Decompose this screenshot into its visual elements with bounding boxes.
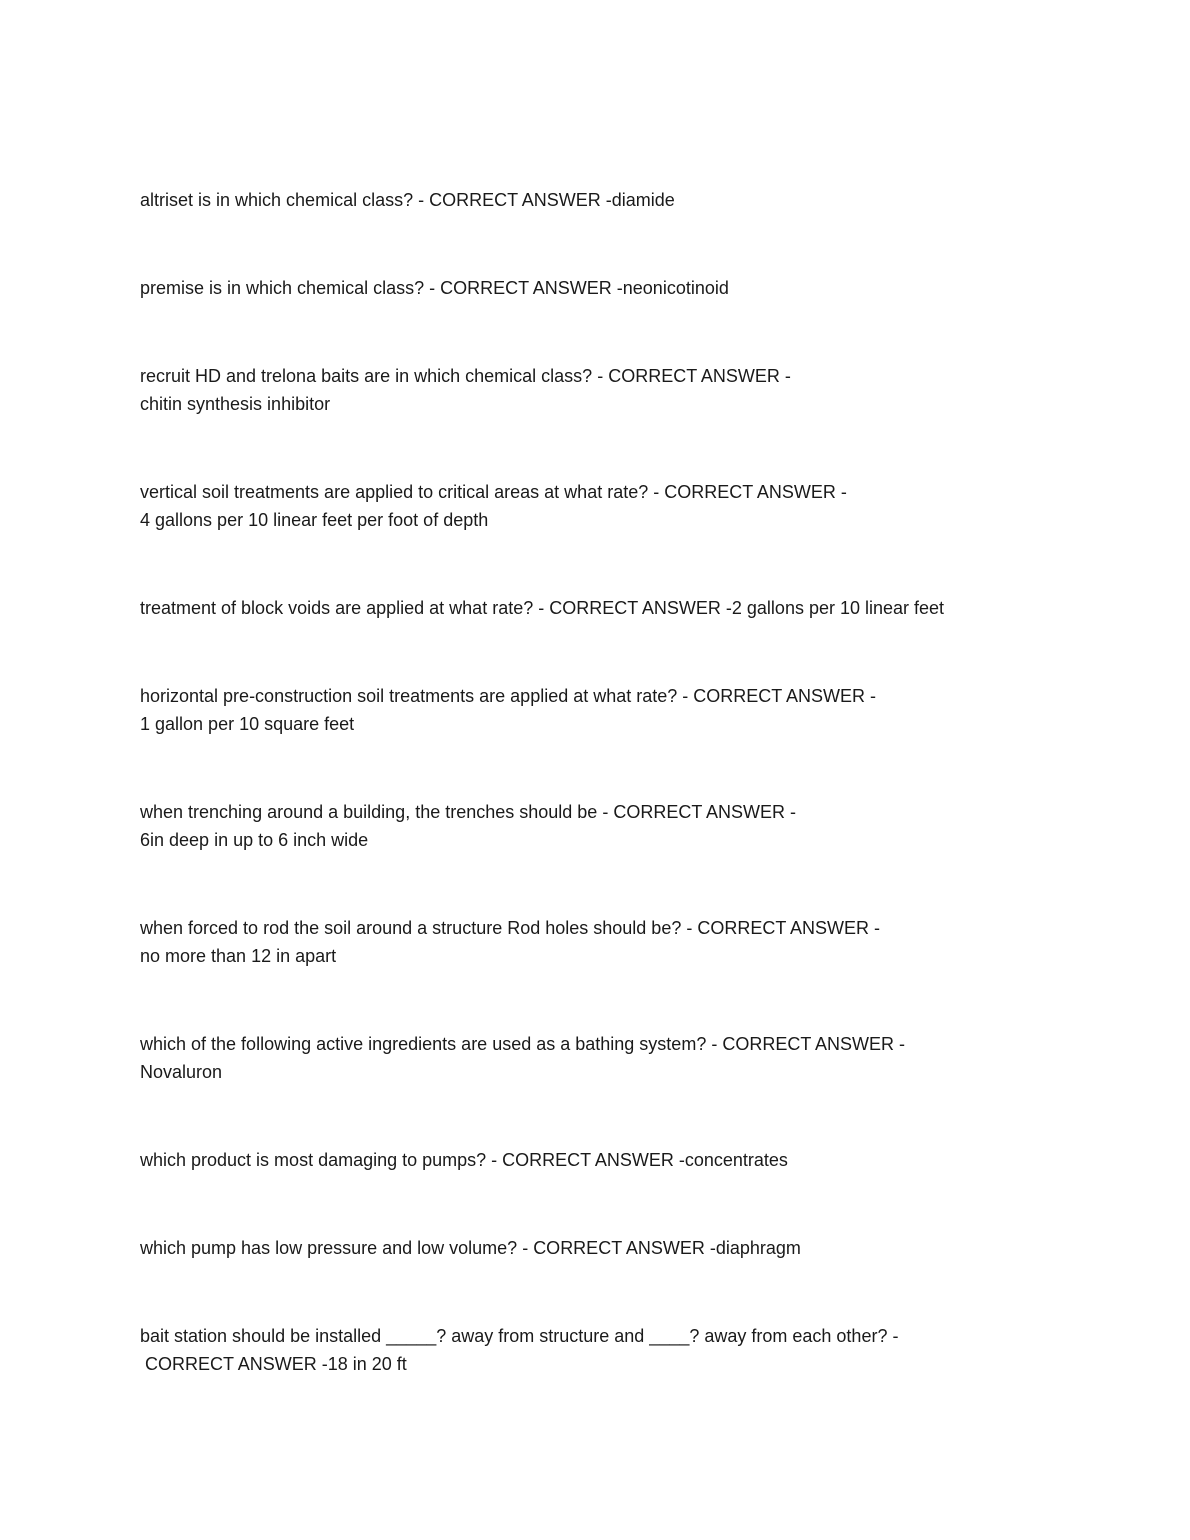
- qa-line: which product is most damaging to pumps? - CORRECT ANSWER -concentrates: [140, 1150, 788, 1170]
- qa-line: 4 gallons per 10 linear feet per foot of depth: [140, 510, 489, 530]
- qa-line: chitin synthesis inhibitor: [140, 394, 331, 414]
- qa-line: recruit HD and trelona baits are in which chemical class? - CORRECT ANSWER -: [140, 366, 791, 386]
- qa-paragraph: [140, 1146, 1060, 1174]
- qa-paragraph: [140, 594, 1060, 622]
- qa-line: bait station should be installed _____? away from structure and ____? away from each other? -: [140, 1326, 899, 1346]
- qa-line: when trenching around a building, the trenches should be - CORRECT ANSWER -: [140, 802, 796, 822]
- qa-line: treatment of block voids are applied at what rate? - CORRECT ANSWER -2 gallons per 10 linear feet: [140, 598, 945, 618]
- qa-paragraph: [140, 798, 1060, 854]
- qa-line: which pump has low pressure and low volume? - CORRECT ANSWER -diaphragm: [140, 1238, 801, 1258]
- qa-paragraph: [140, 186, 1060, 214]
- qa-line: altriset is in which chemical class? - CORRECT ANSWER -diamide: [140, 190, 675, 210]
- qa-paragraph: [140, 1322, 1060, 1378]
- qa-paragraph: [140, 478, 1060, 534]
- qa-paragraph: [140, 682, 1060, 738]
- qa-line: 1 gallon per 10 square feet: [140, 714, 355, 734]
- qa-paragraph: [140, 362, 1060, 418]
- qa-paragraph: [140, 1234, 1060, 1262]
- qa-line: CORRECT ANSWER -18 in 20 ft: [140, 1354, 407, 1374]
- qa-line: horizontal pre-construction soil treatments are applied at what rate? - CORRECT ANSWER -: [140, 686, 876, 706]
- qa-line: vertical soil treatments are applied to critical areas at what rate? - CORRECT ANSWER -: [140, 482, 847, 502]
- qa-line: when forced to rod the soil around a structure Rod holes should be? - CORRECT ANSWER -: [140, 918, 881, 938]
- qa-paragraph: [140, 1030, 1060, 1086]
- qa-line: premise is in which chemical class? - CORRECT ANSWER -neonicotinoid: [140, 278, 729, 298]
- qa-paragraph: [140, 274, 1060, 302]
- qa-line: no more than 12 in apart: [140, 946, 337, 966]
- qa-line: 6in deep in up to 6 inch wide: [140, 830, 369, 850]
- qa-paragraph: [140, 914, 1060, 970]
- document-text-area: [140, 186, 1060, 1438]
- qa-line: which of the following active ingredients are used as a bathing system? - CORRECT ANSWER -: [140, 1034, 905, 1054]
- qa-line: Novaluron: [140, 1062, 223, 1082]
